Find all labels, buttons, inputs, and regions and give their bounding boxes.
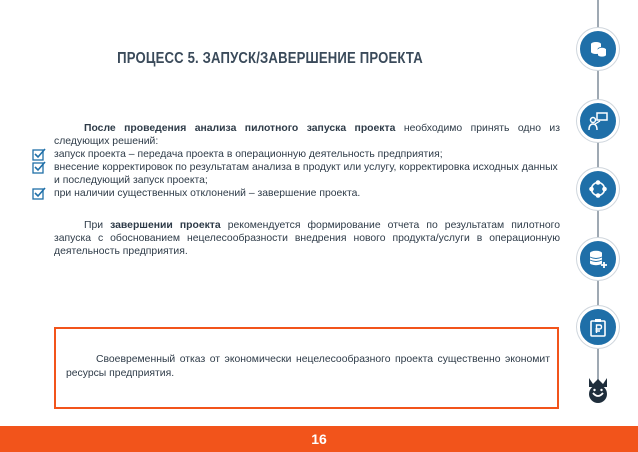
page-number: 16 [311,431,327,447]
presenter-icon [588,111,608,131]
page-footer [0,426,638,452]
timeline-node-5 [577,306,619,348]
decision-list [54,148,560,200]
process-timeline [578,0,628,426]
list-item-text: запуск проекта – передача проекта в операционную деятельность предприятия; [54,149,443,160]
timeline-node-2 [577,100,619,142]
coins-icon [588,39,608,59]
checkbox-icon [32,148,46,161]
timeline-node-4 [577,238,619,280]
list-item-text: при наличии существенных отклонений – завершение проекта. [54,188,361,199]
ruble-clipboard-icon [588,317,608,337]
checkbox-icon [32,161,46,174]
intro-rest: необходимо принять одно из следующих решений: [54,123,561,147]
checkbox-icon [32,187,46,200]
completion-paragraph [54,219,560,258]
intro-paragraph [54,122,560,148]
list-item-text: внесение корректировок по результатам анализа в продукт или услугу, корректировка исходных данных и последующий запуск проекта; [54,162,558,186]
cycle-icon [588,179,608,199]
timeline-node-3 [577,168,619,210]
list-item [54,187,560,200]
list-item [54,148,560,161]
database-plus-icon [588,249,608,269]
note-box [54,327,559,409]
timeline-node-1 [577,28,619,70]
note-text [66,353,550,380]
completion-bold: завершении проекта [110,220,221,231]
note-content: Своевременный отказ от экономически нецелесообразного проекта существенно экономит ресурсы предприятия. [66,354,550,379]
completion-pre: При [84,220,111,231]
list-item [54,161,560,187]
page-title: ПРОЦЕСС 5. ЗАПУСК/ЗАВЕРШЕНИЕ ПРОЕКТА [117,50,423,67]
completion-rest: рекомендуется формирование отчета по результатам пилотного запуска с обоснованием нецелесообразности внедрения нового продукта/услуги в операционную деятельность предприятия. [54,220,560,257]
mascot-icon [585,376,611,406]
intro-bold: После проведения анализа пилотного запуска проекта [84,123,396,134]
